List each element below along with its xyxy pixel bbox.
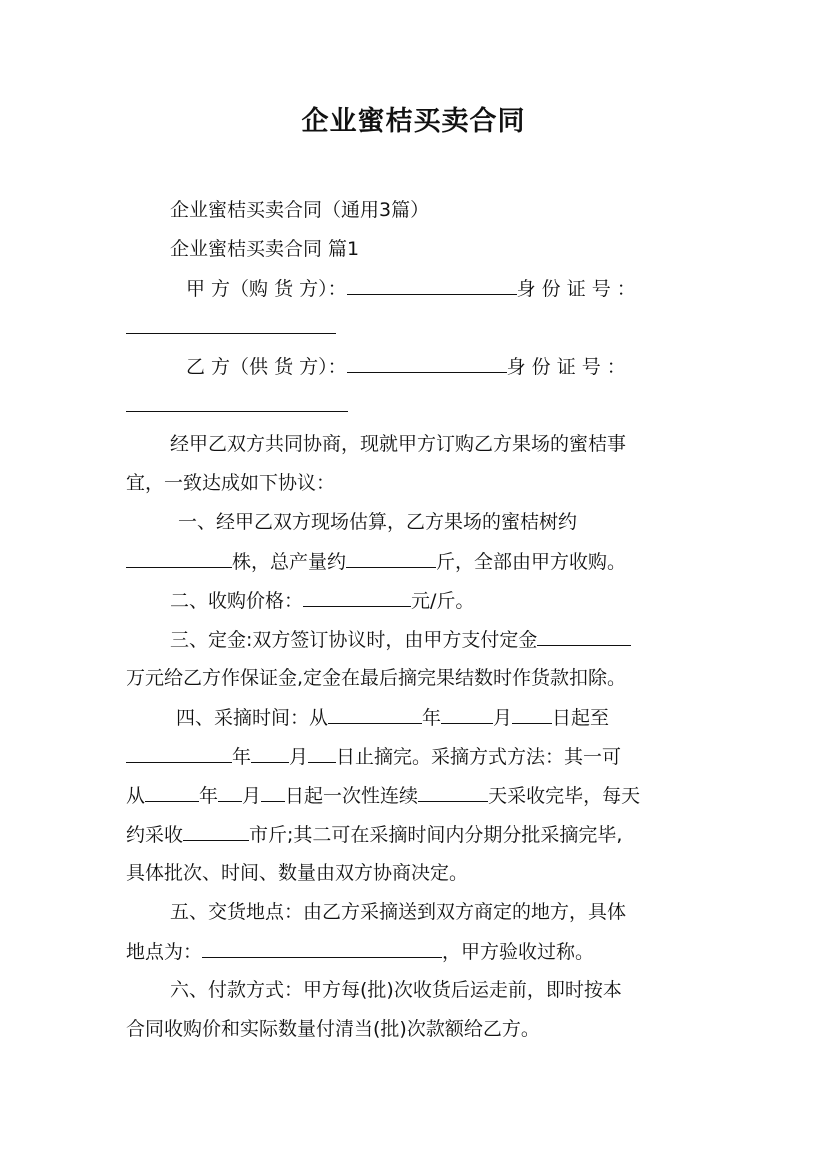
clause-4-line-5	[126, 859, 706, 887]
start-year-blank	[328, 703, 422, 724]
subtitle-line	[170, 196, 710, 224]
text: 一、经甲乙双方现场估算，乙方果场的蜜桔树约	[178, 511, 578, 533]
text: 具体批次、时间、数量由双方协商决定。	[126, 862, 469, 884]
party-b-id-line	[126, 391, 706, 420]
text: 从	[126, 785, 146, 807]
text: 二、收购价格：	[170, 590, 304, 612]
paragraph-intro-2	[126, 469, 706, 497]
daily-amount-blank	[183, 820, 249, 841]
text: 三、定金:双方签订协议时，由甲方支付定金	[170, 629, 538, 651]
option1-days-blank	[418, 781, 488, 802]
text: 年	[199, 785, 219, 807]
total-yield-blank	[346, 547, 436, 568]
text: 六、付款方式：甲方每(批)次收货后运走前，即时按本	[170, 979, 622, 1001]
party-b-label: 乙 方（供 货 方）：	[186, 356, 347, 378]
id-number-label: 身 份 证 号 ：	[506, 356, 626, 378]
party-b-name-blank	[347, 352, 507, 373]
clause-4-line-2	[126, 742, 706, 771]
text: 日止摘完。采摘方式方法：其一可	[336, 746, 622, 768]
start-day-blank	[512, 703, 552, 724]
text: 日起至	[552, 707, 610, 729]
price-blank	[303, 586, 411, 607]
text: 月	[493, 707, 513, 729]
party-a-label: 甲 方（购 货 方）：	[186, 278, 347, 300]
text: 斤，全部由甲方收购。	[436, 551, 627, 573]
text: 月	[242, 785, 262, 807]
text: 元/斤。	[411, 590, 475, 612]
end-year-blank	[126, 742, 232, 763]
option1-month-blank	[218, 781, 242, 802]
text: 企业蜜桔买卖合同 篇1	[170, 238, 360, 260]
party-a-id-line	[126, 313, 706, 342]
tree-count-blank	[126, 547, 232, 568]
clause-1-line-2	[126, 547, 706, 576]
option1-year-blank	[145, 781, 199, 802]
end-day-blank	[308, 742, 336, 763]
text: 合同收购价和实际数量付清当(批)次款额给乙方。	[126, 1018, 540, 1040]
text: 株，总产量约	[232, 551, 347, 573]
text: 经甲乙双方共同协商，现就甲方订购乙方果场的蜜桔事	[170, 433, 627, 455]
party-a-line	[186, 274, 692, 303]
text: 万元给乙方作保证金,定金在最后摘完果结数时作货款扣除。	[126, 667, 627, 689]
text: 月	[289, 746, 309, 768]
start-month-blank	[441, 703, 493, 724]
clause-4-line-4	[126, 820, 706, 849]
clause-3-line-2	[126, 664, 706, 692]
party-a-name-blank	[347, 274, 517, 295]
clause-5-line-2	[126, 937, 706, 966]
text: 日起一次性连续	[285, 785, 419, 807]
option1-day-blank	[261, 781, 285, 802]
text: 地点为：	[126, 941, 203, 963]
text: 市斤;其二可在采摘时间内分期分批采摘完毕,	[249, 824, 623, 846]
text: 企业蜜桔买卖合同（通用3篇）	[170, 199, 430, 221]
clause-5-line-1	[170, 898, 710, 926]
text: 四、采摘时间：从	[176, 707, 329, 729]
text: ，甲方验收过称。	[442, 941, 595, 963]
text: 天采收完毕，每天	[488, 785, 641, 807]
clause-2	[170, 586, 710, 615]
deposit-blank	[537, 625, 631, 646]
section-heading	[170, 235, 710, 263]
clause-4-line-3	[126, 781, 706, 810]
document-title: 企业蜜桔买卖合同	[301, 106, 526, 137]
party-b-id-blank	[126, 391, 348, 412]
text: 约采收	[126, 824, 184, 846]
id-number-label: 身 份 证 号 ：	[516, 278, 636, 300]
party-a-id-blank	[126, 313, 336, 334]
text: 五、交货地点：由乙方采摘送到双方商定的地方，具体	[170, 901, 627, 923]
clause-4-line-1	[176, 703, 706, 732]
end-month-blank	[251, 742, 289, 763]
clause-6-line-2	[126, 1015, 706, 1043]
party-b-line	[186, 352, 692, 381]
text: 年	[232, 746, 252, 768]
clause-1-line-1	[178, 508, 706, 536]
clause-6-line-1	[170, 976, 710, 1004]
delivery-location-blank	[202, 937, 442, 958]
text: 年	[422, 707, 442, 729]
clause-3-line-1	[170, 625, 710, 654]
paragraph-intro-1	[170, 430, 710, 458]
text: 宜，一致达成如下协议：	[126, 472, 336, 494]
